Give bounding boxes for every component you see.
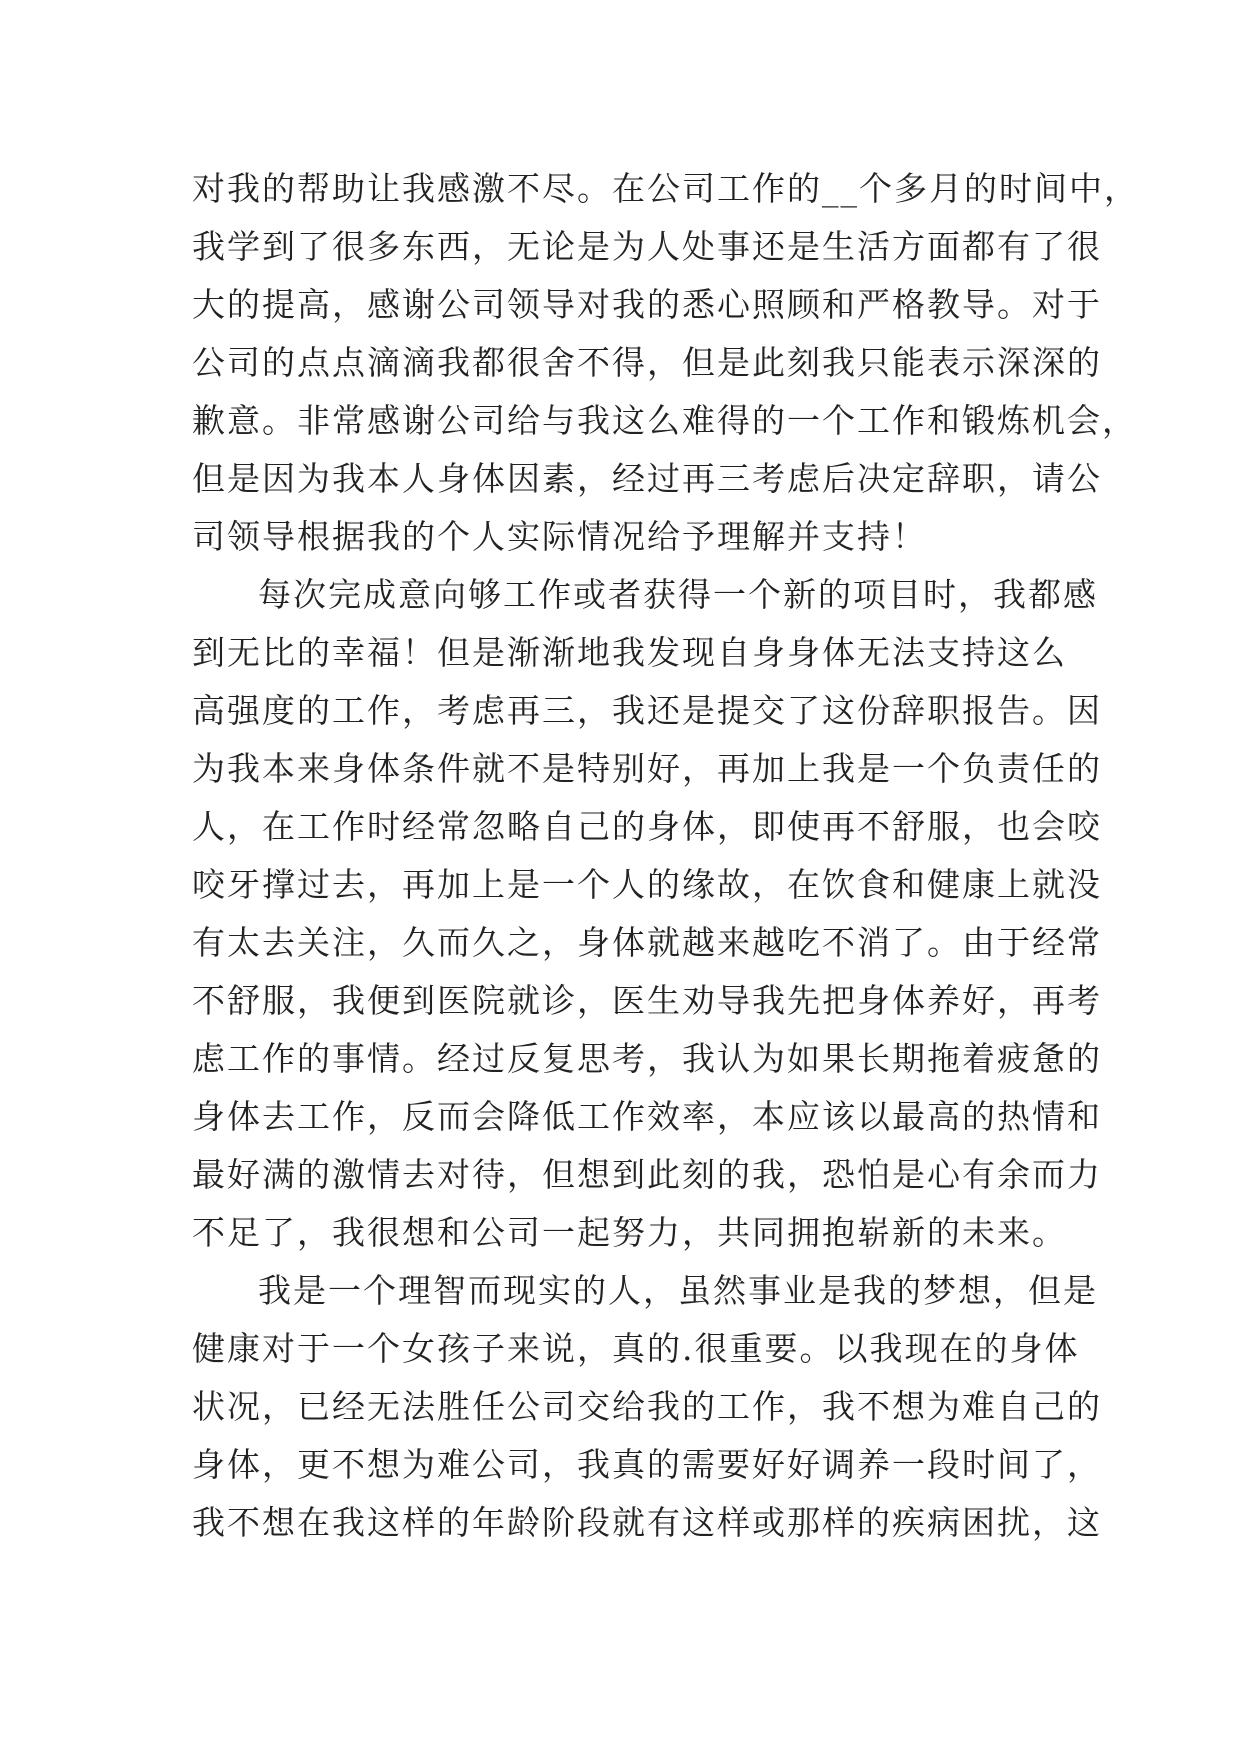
text-line: 对我的帮助让我感激不尽。在公司工作的__个多月的时间中， bbox=[192, 169, 1139, 208]
text-line: 高强度的工作，考虑再三，我还是提交了这份辞职报告。因 bbox=[192, 691, 1102, 730]
text-line: 到无比的幸福！但是渐渐地我发现自身身体无法支持这么 bbox=[192, 633, 1067, 672]
text-line: 咬牙撑过去，再加上是一个人的缘故，在饮食和健康上就没 bbox=[192, 865, 1102, 904]
text-line: 身体，更不想为难公司，我真的需要好好调养一段时间了， bbox=[192, 1445, 1102, 1484]
paragraph-2 bbox=[192, 566, 1102, 1262]
text-line: 状况，已经无法胜任公司交给我的工作，我不想为难自己的 bbox=[192, 1387, 1102, 1426]
text-line: 但是因为我本人身体因素，经过再三考虑后决定辞职，请公 bbox=[192, 459, 1102, 498]
text-line: 身体去工作，反而会降低工作效率，本应该以最高的热情和 bbox=[192, 1097, 1102, 1136]
text-line: 不舒服，我便到医院就诊，医生劝导我先把身体养好，再考 bbox=[192, 981, 1102, 1020]
text-line: 每次完成意向够工作或者获得一个新的项目时，我都感 bbox=[258, 575, 1098, 614]
text-line: 健康对于一个女孩子来说，真的.很重要。以我现在的身体 bbox=[192, 1329, 1080, 1368]
letter-body bbox=[192, 160, 1139, 1552]
text-line: 公司的点点滴滴我都很舍不得，但是此刻我只能表示深深的 bbox=[192, 343, 1102, 382]
paragraph-3 bbox=[192, 1262, 1102, 1552]
text-line: 歉意。非常感谢公司给与我这么难得的一个工作和锻炼机会， bbox=[192, 401, 1137, 440]
text-line: 大的提高，感谢公司领导对我的悉心照顾和严格教导。对于 bbox=[192, 285, 1102, 324]
text-line: 我是一个理智而现实的人，虽然事业是我的梦想，但是 bbox=[258, 1271, 1098, 1310]
text-line: 最好满的激情去对待，但想到此刻的我，恐怕是心有余而力 bbox=[192, 1155, 1102, 1194]
text-line: 我不想在我这样的年龄阶段就有这样或那样的疾病困扰，这 bbox=[192, 1503, 1102, 1542]
paragraph-1 bbox=[192, 160, 1139, 566]
text-line: 不足了，我很想和公司一起努力，共同拥抱崭新的未来。 bbox=[192, 1213, 1067, 1252]
text-line: 司领导根据我的个人实际情况给予理解并支持！ bbox=[192, 517, 927, 556]
text-line: 虑工作的事情。经过反复思考，我认为如果长期拖着疲惫的 bbox=[192, 1039, 1102, 1078]
text-line: 我学到了很多东西，无论是为人处事还是生活方面都有了很 bbox=[192, 227, 1102, 266]
text-line: 人，在工作时经常忽略自己的身体，即使再不舒服，也会咬 bbox=[192, 807, 1102, 846]
text-line: 为我本来身体条件就不是特别好，再加上我是一个负责任的 bbox=[192, 749, 1102, 788]
text-line: 有太去关注，久而久之，身体就越来越吃不消了。由于经常 bbox=[192, 923, 1102, 962]
